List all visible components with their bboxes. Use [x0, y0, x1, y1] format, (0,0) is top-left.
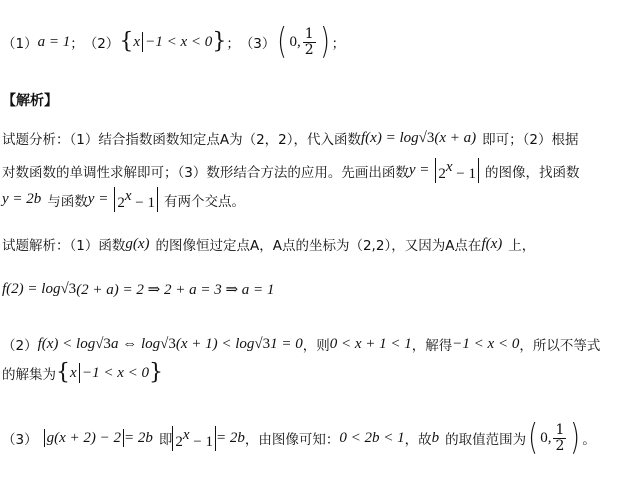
fraction-denominator: 2: [555, 437, 565, 454]
solution-text: ，则: [302, 338, 330, 354]
abs-expression: 2$^x$ − 1: [435, 158, 479, 183]
interval-start: 0,: [289, 33, 301, 50]
equation-part: = 2b: [124, 429, 153, 446]
equation-part: 1 = 0: [270, 335, 303, 352]
analysis-text: 与函数: [47, 193, 88, 210]
left-brace: {: [56, 360, 70, 385]
solution-text: ，由图像可知：: [244, 432, 340, 448]
part-label: （3）: [2, 432, 38, 448]
analysis-heading: 【解析】: [2, 93, 58, 109]
abs-expression: 2$^x$ − 1: [114, 187, 158, 212]
solution-text: ，故: [404, 432, 432, 448]
solution-line-1: [2, 234, 535, 254]
solution-line-4: [2, 417, 596, 458]
log-base: √3: [418, 129, 435, 146]
solution-equation-1: [2, 280, 274, 299]
solution-line-2: [2, 334, 600, 354]
set-condition: −1 < x < 0: [81, 364, 149, 381]
separator: ；: [70, 36, 84, 52]
analysis-text: 即可；（2）根据: [482, 132, 579, 148]
solution-text: 的解集为: [2, 367, 56, 383]
set-variable: x: [70, 364, 77, 381]
right-brace: }: [212, 29, 227, 54]
solution-text: 即: [158, 432, 173, 448]
interval-start: 0,: [540, 429, 552, 446]
left-paren: (: [528, 417, 539, 458]
period: 。: [582, 432, 596, 448]
solution-text: ，所以不等式: [519, 338, 601, 354]
right-brace: }: [149, 360, 163, 385]
part-label: （2）: [2, 338, 38, 354]
equation-part: (x + 1) < log: [175, 335, 255, 352]
log-base: √3: [160, 335, 176, 352]
solution-text: 的图像恒过定点A，A点的坐标为（2,2），又因为A点在: [155, 238, 482, 254]
set-bar: [142, 32, 143, 52]
left-brace: {: [119, 29, 134, 54]
solution-text: 上，: [508, 238, 536, 254]
analysis-line-3: [2, 187, 245, 212]
analysis-text: 的图像，找函数: [485, 164, 580, 181]
variable-b: b: [431, 429, 440, 446]
answer-part3-label: （3）: [239, 36, 276, 52]
inequality: 0 < 2b < 1: [339, 429, 405, 446]
log-argument: (x + a): [434, 129, 477, 146]
right-paren: ): [570, 417, 581, 458]
equation-part: f(2) = log: [2, 281, 61, 297]
fraction-numerator: 1: [304, 25, 314, 42]
log-base: √3: [95, 335, 111, 352]
function-g: g(x): [125, 235, 150, 252]
equation-part: f(x) < log: [37, 335, 96, 352]
abs-expression: 2$^x$ − 1: [172, 426, 216, 451]
inequality: −1 < x < 0: [452, 335, 520, 352]
function-y: y =: [87, 191, 109, 207]
fraction-numerator: 1: [555, 421, 565, 438]
analysis-text: 试题分析：（1）结合指数函数知定点A为（2，2），代入函数: [2, 132, 362, 148]
answer-part1-label: （1）: [2, 36, 38, 52]
solution-text: 试题解析：（1）函数: [2, 238, 126, 254]
analysis-text: 对数函数的单调性求解即可；（3）数形结合方法的应用。先画出函数: [2, 164, 409, 181]
right-paren: ): [319, 21, 330, 62]
set-variable: x: [133, 33, 140, 50]
set-bar: [79, 363, 80, 383]
fraction-one-half: [303, 27, 316, 58]
solution-text: 的取值范围为: [445, 432, 527, 448]
equation-part: = 2b: [216, 429, 245, 446]
analysis-line-2: [2, 158, 580, 183]
separator: ；: [331, 36, 346, 52]
abs-g-expression: g(x + 2) − 2: [44, 429, 124, 447]
solution-line-3: [2, 362, 163, 384]
answer-line: [2, 21, 346, 62]
fraction-denominator: 2: [304, 41, 314, 58]
set-condition: −1 < x < 0: [145, 33, 213, 50]
function-y-2b: y = 2b: [2, 191, 42, 207]
analysis-line-1: [2, 128, 578, 148]
function-f-def: f(x) = log: [361, 129, 419, 146]
fraction-one-half: [553, 423, 566, 454]
log-base: √3: [60, 281, 77, 297]
inequality: 0 < x + 1 < 1: [329, 335, 412, 352]
analysis-text: 有两个交点。: [163, 193, 245, 210]
equation-part: a ⇔ log: [110, 335, 161, 352]
function-f: f(x): [481, 235, 503, 252]
left-paren: (: [277, 21, 288, 62]
separator: ；: [226, 36, 240, 52]
function-y: y =: [408, 162, 430, 178]
answer-a-value: a = 1: [37, 33, 71, 50]
equation-part: (2 + a) = 2 ⇒ 2 + a = 3 ⇒ a = 1: [76, 282, 275, 298]
answer-part2-label: （2）: [83, 36, 120, 52]
solution-text: ，解得: [411, 338, 453, 354]
log-base: √3: [254, 335, 271, 352]
